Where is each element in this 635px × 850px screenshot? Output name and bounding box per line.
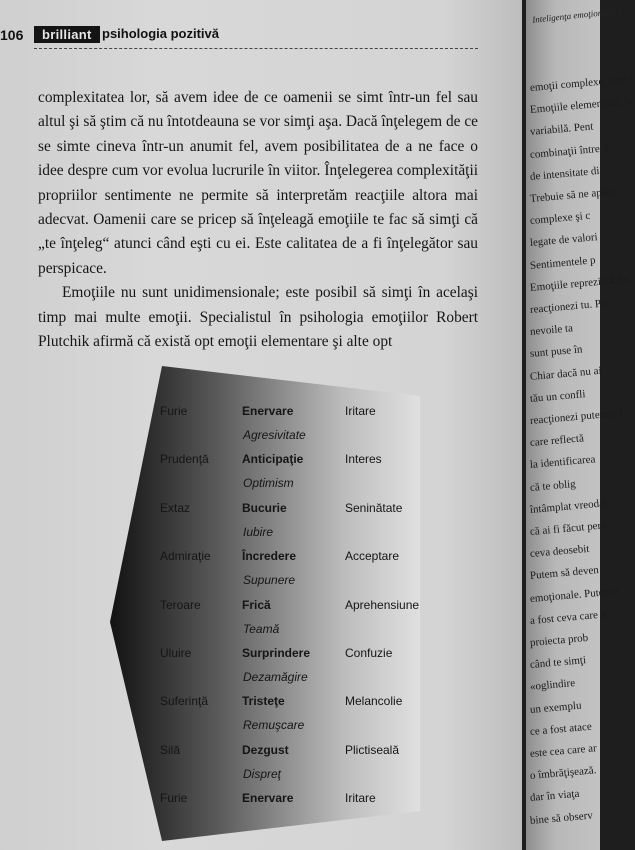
right-page xyxy=(526,0,635,850)
intense-emotion-label: Prudenţă xyxy=(160,452,209,467)
page-number: 106 xyxy=(0,27,24,43)
brand-label: brilliant xyxy=(34,26,100,43)
right-page-line: sunt puse în xyxy=(529,343,583,361)
right-page-line: un exemplu xyxy=(529,699,582,716)
right-page-line: ceva deosebit xyxy=(529,543,590,561)
dyad-emotion-label: Dezamăgire xyxy=(243,670,308,684)
right-page-line: emoţii complexe, care s xyxy=(529,72,635,94)
page-header xyxy=(0,24,500,46)
plutchik-emotion-diagram xyxy=(110,366,422,846)
right-page-line: când te simţi xyxy=(529,654,587,672)
basic-emotion-label: Frică xyxy=(242,597,271,612)
mild-emotion-label: Iritare xyxy=(345,791,376,806)
intense-emotion-label: Admiraţie xyxy=(160,549,211,564)
basic-emotion-label: Dezgust xyxy=(242,742,289,757)
intense-emotion-label: Silă xyxy=(160,742,181,757)
dyad-emotion-label: Optimism xyxy=(243,476,294,491)
right-page-line: reacţionezi tu. Po xyxy=(529,297,607,316)
intense-emotion-label: Uluire xyxy=(160,646,192,660)
right-page-line: că ai fi făcut pers xyxy=(529,519,606,538)
right-page-line: combinaţii între d xyxy=(529,141,609,161)
right-page-line: întâmplat vreodat xyxy=(529,497,608,516)
right-page-line: de intensitate di xyxy=(529,164,600,183)
mild-emotion-label: Seninătate xyxy=(345,500,403,515)
right-page-line: bine să observ xyxy=(529,809,594,827)
right-page-line: care reflectă xyxy=(529,432,585,450)
right-page-line: că te oblig xyxy=(529,477,577,494)
running-head: psihologia pozitivă xyxy=(102,26,220,41)
mild-emotion-label: Iritare xyxy=(345,404,376,418)
basic-emotion-label: Încredere xyxy=(242,549,297,564)
right-page-line: emoţionale. Putem s xyxy=(529,584,620,605)
basic-emotion-label: Surprindere xyxy=(242,646,311,660)
basic-emotion-label: Anticipaţie xyxy=(242,452,304,467)
right-page-line: «oglindire xyxy=(529,677,576,694)
mild-emotion-label: Confuzie xyxy=(345,646,393,660)
basic-emotion-label: Bucurie xyxy=(242,500,287,515)
right-page-line: Emoţiile reprezintă foi xyxy=(529,273,630,294)
dyad-emotion-label: Teamă xyxy=(243,621,280,636)
right-page-line: variabilă. Pent xyxy=(529,120,594,139)
intense-emotion-label: Teroare xyxy=(160,597,201,612)
right-running-head: Inteligenţa emoţională: C xyxy=(531,5,626,25)
intense-emotion-label: Furie xyxy=(160,404,188,418)
right-page-line: dar în viaţa xyxy=(529,788,580,805)
right-page-line: tău un confli xyxy=(529,387,586,405)
mild-emotion-label: Acceptare xyxy=(345,549,400,564)
mild-emotion-label: Aprehensiune xyxy=(345,597,420,612)
mild-emotion-label: Interes xyxy=(345,452,382,467)
right-page-line: Putem să deven xyxy=(529,564,600,583)
right-page-line: proiecta prob xyxy=(529,631,589,649)
right-page-line: Sentimentele p xyxy=(529,253,596,272)
right-page-line: la identificarea xyxy=(529,453,596,472)
mild-emotion-label: Plictiseală xyxy=(345,742,400,757)
body-text xyxy=(38,86,478,354)
intense-emotion-label: Suferinţă xyxy=(160,694,209,709)
dyad-emotion-label: Agresivitate xyxy=(243,428,306,442)
basic-emotion-label: Enervare xyxy=(242,791,294,806)
right-page-line: a fost ceva care a xyxy=(529,608,606,627)
basic-emotion-label: Tristeţe xyxy=(242,694,285,709)
dyad-emotion-label: Supunere xyxy=(243,573,296,588)
header-rule xyxy=(34,48,478,49)
right-page-line: legate de valori xyxy=(529,231,599,250)
right-page-line: este cea care ar xyxy=(529,742,598,760)
right-page-line: o îmbrăţişează. xyxy=(529,764,597,783)
dyad-emotion-label: Dispreţ xyxy=(243,766,282,781)
right-page-line: nevoile ta xyxy=(529,322,574,339)
right-page-line: complexe şi c xyxy=(529,209,591,228)
paragraph: Emoţiile nu sunt unidimensionale; este posibil să simţi în acelaşi timp mai multe emoţii. Specialistul în psihologia emoţiilor Robert Plutchik afirmă că există opt emoţii elementare şi alte opt xyxy=(38,284,478,351)
mild-emotion-label: Melancolie xyxy=(345,694,403,709)
paragraph: complexitatea lor, să avem idee de ce oamenii se simt într-un fel sau altul şi să ştim că nu întotdeauna se vor simţi aşa. Dacă înţelegem de ce se simte cineva într-un anumit fel, avem posibilitatea de a ne face o idee despre cum vor evolua lucrurile în viitor. Înţelegerea complexităţii propriilor sentimente ne permite să interpretăm reacţiile altora mai adecvat. Oamenii care se pricep să înţeleagă emoţiile te fac să simţi că „te înţeleg“ atunci când eşti cu ei. Este calitatea de a fi înţelegător sau perspicace. xyxy=(38,89,478,277)
dyad-emotion-label: Iubire xyxy=(243,524,274,539)
intense-emotion-label: Furie xyxy=(160,791,188,806)
right-page-line: Trebuie să ne aplec xyxy=(529,185,616,205)
basic-emotion-label: Enervare xyxy=(242,404,294,418)
right-page-line: Emoţiile elementare, la xyxy=(529,95,633,117)
right-page-line: ce a fost atace xyxy=(529,720,593,738)
right-page-line: Chiar dacă nu ai xyxy=(529,364,603,383)
dyad-emotion-label: Remuşcare xyxy=(243,718,305,733)
intense-emotion-label: Extaz xyxy=(160,500,191,515)
right-page-line: reacţionezi puternic l xyxy=(529,406,624,427)
